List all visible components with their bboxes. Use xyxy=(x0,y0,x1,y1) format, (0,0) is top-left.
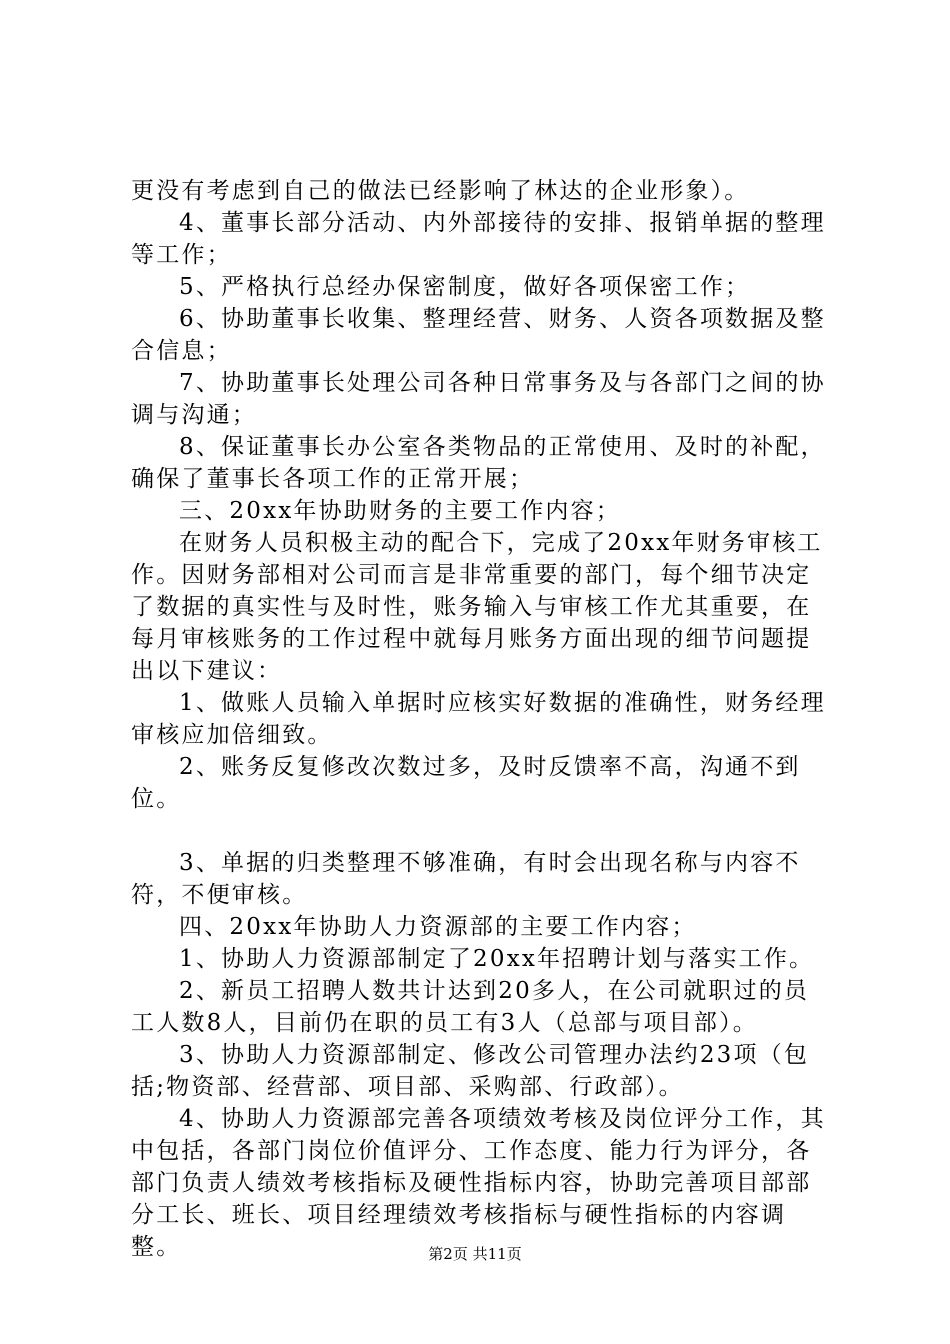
document-body xyxy=(131,175,833,1263)
paragraph: 2、新员工招聘人数共计达到20多人，在公司就职过的员工人数8人，目前仍在职的员工有3人（总部与项目部）。 xyxy=(131,978,810,1036)
paragraph: 1、做账人员输入单据时应核实好数据的准确性，财务经理审核应加倍细致。 xyxy=(131,690,826,748)
paragraph: 3、单据的归类整理不够准确，有时会出现名称与内容不符，不便审核。 xyxy=(131,850,801,908)
paragraph: 7、协助董事长处理公司各种日常事务及与各部门之间的协调与沟通； xyxy=(131,370,826,428)
paragraph: 2、账务反复修改次数过多，及时反馈率不高，沟通不到位。 xyxy=(131,754,801,812)
paragraph: 8、保证董事长办公室各类物品的正常使用、及时的补配，确保了董事长各项工作的正常开展； xyxy=(131,434,826,492)
paragraph: 在财务人员积极主动的配合下，完成了20xx年财务审核工作。因财务部相对公司而言是非常重要的部门，每个细节决定了数据的真实性与及时性，账务输入与审核工作尤其重要，在每月审核账务的工作过程中就每月账务方面出现的细节问题提出以下建议： xyxy=(131,530,823,684)
paragraph: 6、协助董事长收集、整理经营、财务、人资各项数据及整合信息； xyxy=(131,306,826,364)
paragraph: 3、协助人力资源部制定、修改公司管理办法约23项（包括;物资部、经营部、项目部、采购部、行政部）。 xyxy=(131,1042,810,1100)
section-heading: 三、20xx年协助财务的主要工作内容； xyxy=(179,498,622,524)
paragraph: 更没有考虑到自己的做法已经影响了林达的企业形象）。 xyxy=(131,178,750,204)
paragraph: 5、严格执行总经办保密制度，做好各项保密工作； xyxy=(179,274,751,300)
paragraph: 4、董事长部分活动、内外部接待的安排、报销单据的整理等工作； xyxy=(131,210,826,268)
paragraph: 4、协助人力资源部完善各项绩效考核及岗位评分工作，其中包括，各部门岗位价值评分、工作态度、能力行为评分，各部门负责人绩效考核指标及硬性指标内容，协助完善项目部部分工长、班长、项目经理绩效考核指标与硬性指标的内容调整。 xyxy=(131,1106,826,1260)
section-heading: 四、20xx年协助人力资源部的主要工作内容； xyxy=(179,914,697,940)
paragraph: 1、协助人力资源部制定了20xx年招聘计划与落实工作。 xyxy=(179,946,815,972)
page-number-footer: 第2页 共11页 xyxy=(428,1245,522,1263)
